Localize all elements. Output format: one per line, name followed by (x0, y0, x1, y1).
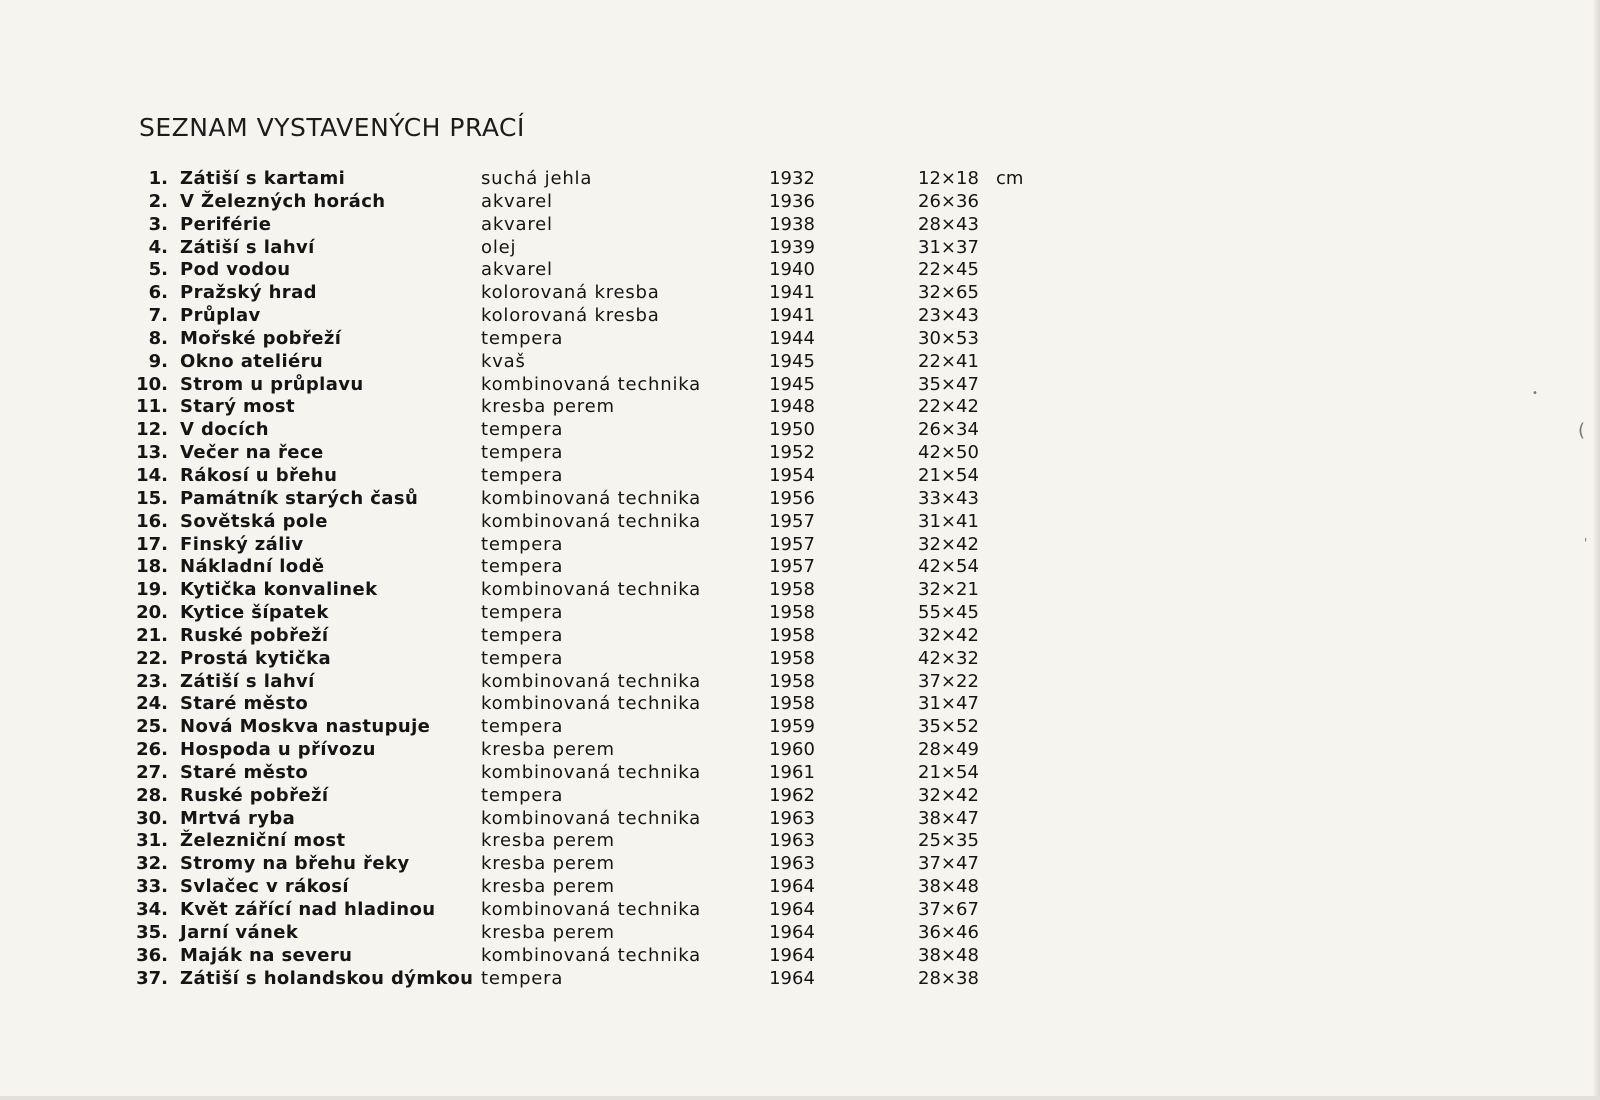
work-row (0, 534, 1100, 557)
work-size: 31×47 (918, 693, 979, 715)
work-title: Květ zářící nad hladinou (180, 899, 436, 920)
work-technique: kombinovaná technika (481, 693, 702, 715)
work-size: 42×54 (918, 556, 979, 578)
work-title: Hospoda u přívozu (180, 739, 376, 761)
work-technique: suchá jehla (481, 168, 593, 189)
work-technique: akvarel (481, 213, 553, 235)
work-title: Sovětská pole (180, 510, 328, 532)
work-year: 1958 (769, 602, 815, 624)
work-title: Zátiší s lahví (180, 236, 315, 258)
work-title: Zátiší s holandskou dýmkou (180, 967, 474, 989)
work-title: Ruské pobřeží (180, 784, 329, 806)
work-technique: tempera (481, 647, 564, 669)
work-technique: tempera (481, 716, 564, 738)
work-size: 38×47 (918, 807, 979, 829)
work-row (0, 716, 1100, 739)
work-title: Stromy na břehu řeky (180, 853, 410, 875)
work-number: 4. (148, 236, 168, 258)
work-year: 1938 (769, 213, 815, 235)
size-unit: cm (996, 168, 1024, 189)
work-year: 1962 (769, 784, 815, 806)
work-row (0, 305, 1100, 328)
work-size: 21×54 (918, 464, 979, 486)
work-size: 31×37 (918, 236, 979, 258)
work-size: 37×67 (918, 899, 979, 920)
work-number: 14. (136, 464, 168, 486)
work-year: 1948 (769, 396, 815, 418)
work-number: 18. (136, 556, 168, 578)
work-row (0, 945, 1100, 968)
work-year: 1964 (769, 921, 815, 943)
work-year: 1963 (769, 853, 815, 875)
work-year: 1961 (769, 761, 815, 783)
work-number: 15. (136, 487, 168, 509)
work-year: 1960 (769, 739, 815, 761)
work-number: 30. (136, 807, 168, 829)
work-row (0, 488, 1100, 511)
work-row (0, 693, 1100, 716)
work-size: 23×43 (918, 305, 979, 327)
work-technique: tempera (481, 327, 564, 349)
work-year: 1964 (769, 876, 815, 898)
work-title: Kytice šípatek (180, 602, 329, 624)
work-size: 28×38 (918, 967, 979, 989)
work-size: 32×42 (918, 784, 979, 806)
work-number: 7. (148, 305, 168, 327)
work-technique: kresba perem (481, 739, 615, 761)
margin-tick-mark: ' (1584, 536, 1588, 550)
work-technique: kombinovaná technika (481, 579, 702, 601)
work-title: Průplav (180, 305, 261, 327)
work-row (0, 328, 1100, 351)
work-row (0, 214, 1100, 237)
work-row (0, 419, 1100, 442)
work-year: 1952 (769, 442, 815, 464)
work-technique: tempera (481, 784, 564, 806)
work-year: 1959 (769, 716, 815, 738)
work-number: 10. (136, 373, 168, 395)
work-year: 1964 (769, 899, 815, 920)
work-year: 1932 (769, 168, 815, 189)
work-technique: tempera (481, 442, 564, 464)
work-title: Mořské pobřeží (180, 327, 342, 349)
work-year: 1958 (769, 647, 815, 669)
work-title: Staré město (180, 693, 309, 715)
work-year: 1963 (769, 807, 815, 829)
work-number: 31. (136, 830, 168, 852)
work-title: Prostá kytička (180, 647, 332, 669)
work-row (0, 237, 1100, 260)
work-technique: kolorovaná kresba (481, 305, 660, 327)
work-row (0, 671, 1100, 694)
work-row (0, 648, 1100, 671)
work-year: 1954 (769, 464, 815, 486)
work-number: 5. (148, 259, 168, 281)
work-title: Nová Moskva nastupuje (180, 716, 431, 738)
work-size: 55×45 (918, 602, 979, 624)
work-technique: kombinovaná technika (481, 899, 702, 920)
work-size: 38×48 (918, 876, 979, 898)
work-year: 1941 (769, 282, 815, 304)
work-size: 42×32 (918, 647, 979, 669)
work-technique: tempera (481, 602, 564, 624)
work-technique: tempera (481, 556, 564, 578)
work-year: 1963 (769, 830, 815, 852)
work-title: Zátiší s lahví (180, 670, 315, 692)
work-number: 19. (136, 579, 168, 601)
work-size: 38×48 (918, 944, 979, 966)
work-technique: kresba perem (481, 876, 615, 898)
work-size: 26×36 (918, 190, 979, 212)
work-row (0, 396, 1100, 419)
work-number: 33. (136, 876, 168, 898)
work-row (0, 762, 1100, 785)
work-number: 26. (136, 739, 168, 761)
work-year: 1939 (769, 236, 815, 258)
work-title: Maják na severu (180, 944, 353, 966)
work-row (0, 191, 1100, 214)
work-technique: kvaš (481, 350, 526, 372)
work-row (0, 556, 1100, 579)
work-year: 1956 (769, 487, 815, 509)
work-year: 1964 (769, 944, 815, 966)
work-technique: tempera (481, 419, 564, 441)
work-row (0, 579, 1100, 602)
work-number: 25. (136, 716, 168, 738)
work-title: Pod vodou (180, 259, 291, 281)
work-title: Strom u průplavu (180, 373, 364, 395)
work-row (0, 853, 1100, 876)
work-year: 1958 (769, 670, 815, 692)
work-title: Ruské pobřeží (180, 624, 329, 646)
work-number: 9. (148, 350, 168, 372)
work-technique: kresba perem (481, 921, 615, 943)
work-title: Nákladní lodě (180, 556, 325, 578)
work-size: 32×42 (918, 624, 979, 646)
work-row (0, 876, 1100, 899)
work-number: 2. (148, 190, 168, 212)
work-row (0, 442, 1100, 465)
work-number: 24. (136, 693, 168, 715)
work-size: 28×49 (918, 739, 979, 761)
work-year: 1944 (769, 327, 815, 349)
work-technique: kombinovaná technika (481, 487, 702, 509)
works-list (0, 168, 1100, 990)
work-number: 13. (136, 442, 168, 464)
work-row (0, 785, 1100, 808)
work-number: 8. (148, 327, 168, 349)
work-size: 30×53 (918, 327, 979, 349)
work-title: Památník starých časů (180, 487, 419, 509)
work-row (0, 968, 1100, 991)
work-number: 23. (136, 670, 168, 692)
work-year: 1950 (769, 419, 815, 441)
work-title: Periférie (180, 213, 272, 235)
work-technique: tempera (481, 624, 564, 646)
work-number: 35. (136, 921, 168, 943)
work-technique: kombinovaná technika (481, 510, 702, 532)
work-number: 36. (136, 944, 168, 966)
work-technique: kolorovaná kresba (481, 282, 660, 304)
work-title: V docích (180, 419, 269, 441)
work-size: 26×34 (918, 419, 979, 441)
work-row (0, 374, 1100, 397)
work-title: Kytička konvalinek (180, 579, 378, 601)
work-number: 3. (148, 213, 168, 235)
work-row (0, 739, 1100, 762)
work-title: Zátiší s kartami (180, 168, 346, 189)
work-year: 1958 (769, 624, 815, 646)
work-size: 32×21 (918, 579, 979, 601)
work-number: 37. (136, 967, 168, 989)
work-row (0, 168, 1100, 191)
work-year: 1964 (769, 967, 815, 989)
work-number: 1. (148, 168, 168, 189)
work-row (0, 899, 1100, 922)
work-row (0, 830, 1100, 853)
work-row (0, 465, 1100, 488)
work-title: Staré město (180, 761, 309, 783)
work-technique: akvarel (481, 190, 553, 212)
work-size: 37×47 (918, 853, 979, 875)
work-year: 1957 (769, 556, 815, 578)
work-size: 22×45 (918, 259, 979, 281)
work-number: 22. (136, 647, 168, 669)
work-number: 6. (148, 282, 168, 304)
work-year: 1945 (769, 350, 815, 372)
work-row (0, 602, 1100, 625)
work-title: Železniční most (180, 830, 346, 852)
work-technique: kresba perem (481, 396, 615, 418)
work-title: Rákosí u břehu (180, 464, 338, 486)
work-title: Pražský hrad (180, 282, 317, 304)
work-number: 12. (136, 419, 168, 441)
work-size: 32×42 (918, 533, 979, 555)
work-size: 35×52 (918, 716, 979, 738)
work-technique: olej (481, 236, 517, 258)
page-title: SEZNAM VYSTAVENÝCH PRACÍ (139, 112, 525, 142)
page-bottom-edge (0, 1096, 1600, 1100)
work-title: Večer na řece (180, 442, 324, 464)
work-size: 33×43 (918, 487, 979, 509)
work-technique: kombinovaná technika (481, 807, 702, 829)
work-number: 32. (136, 853, 168, 875)
work-technique: kombinovaná technika (481, 761, 702, 783)
work-size: 37×22 (918, 670, 979, 692)
work-number: 20. (136, 602, 168, 624)
work-title: Okno ateliéru (180, 350, 324, 372)
work-number: 27. (136, 761, 168, 783)
work-row (0, 282, 1100, 305)
work-row (0, 511, 1100, 534)
work-size: 42×50 (918, 442, 979, 464)
work-year: 1940 (769, 259, 815, 281)
work-technique: kombinovaná technika (481, 373, 702, 395)
work-title: Starý most (180, 396, 296, 418)
work-technique: tempera (481, 967, 564, 989)
work-number: 16. (136, 510, 168, 532)
work-year: 1936 (769, 190, 815, 212)
margin-bracket-mark: ( (1578, 420, 1586, 441)
work-row (0, 922, 1100, 945)
work-number: 34. (136, 899, 168, 920)
work-year: 1941 (769, 305, 815, 327)
work-title: Finský záliv (180, 533, 304, 555)
work-size: 22×41 (918, 350, 979, 372)
work-technique: kombinovaná technika (481, 944, 702, 966)
work-title: Jarní vánek (180, 921, 299, 943)
work-year: 1957 (769, 510, 815, 532)
margin-dot: • (1532, 388, 1538, 399)
work-technique: kombinovaná technika (481, 670, 702, 692)
work-technique: tempera (481, 464, 564, 486)
work-year: 1958 (769, 693, 815, 715)
work-title: V Železných horách (180, 190, 386, 212)
work-technique: akvarel (481, 259, 553, 281)
work-size: 31×41 (918, 510, 979, 532)
work-size: 28×43 (918, 213, 979, 235)
work-year: 1945 (769, 373, 815, 395)
work-row (0, 625, 1100, 648)
work-number: 21. (136, 624, 168, 646)
work-number: 11. (136, 396, 168, 418)
page-edge (1594, 0, 1600, 1100)
work-technique: tempera (481, 533, 564, 555)
work-row (0, 808, 1100, 831)
work-title: Mrtvá ryba (180, 807, 296, 829)
work-technique: kresba perem (481, 853, 615, 875)
work-row (0, 351, 1100, 374)
work-number: 28. (136, 784, 168, 806)
work-technique: kresba perem (481, 830, 615, 852)
work-title: Svlačec v rákosí (180, 876, 349, 898)
work-year: 1957 (769, 533, 815, 555)
work-size: 25×35 (918, 830, 979, 852)
work-size: 21×54 (918, 761, 979, 783)
work-size: 12×18 (918, 168, 979, 189)
work-size: 35×47 (918, 373, 979, 395)
work-row (0, 259, 1100, 282)
work-number: 17. (136, 533, 168, 555)
work-size: 36×46 (918, 921, 979, 943)
work-size: 32×65 (918, 282, 979, 304)
work-size: 22×42 (918, 396, 979, 418)
work-year: 1958 (769, 579, 815, 601)
